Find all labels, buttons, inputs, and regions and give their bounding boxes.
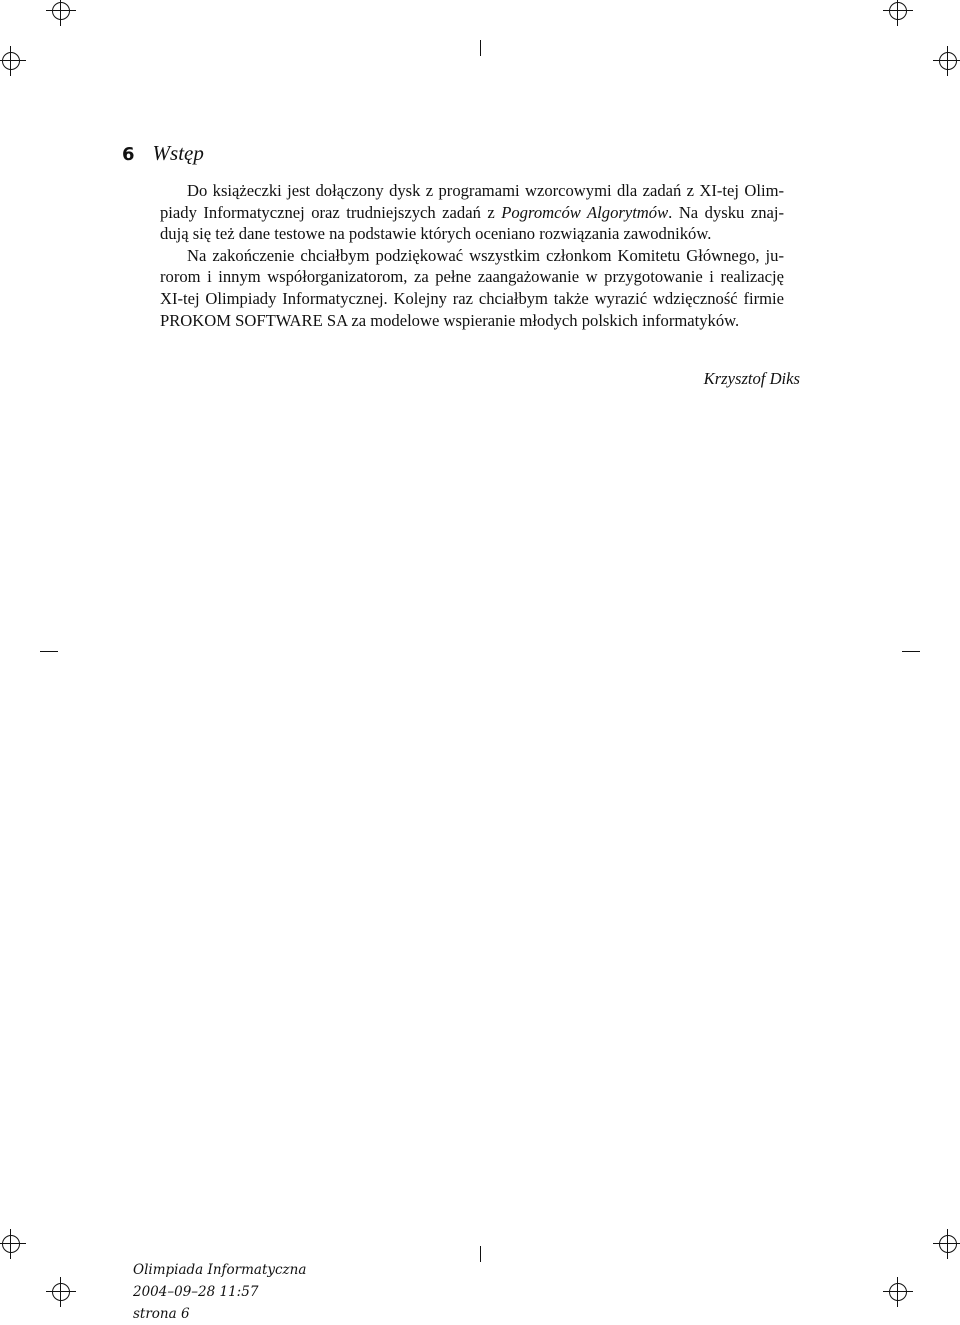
registration-mark-top-right [883,0,913,26]
paragraph-1-line-1: Do książeczki jest dołączony dysk z programami wzorcowymi dla zadań z XI-tej Olim- [187,181,784,200]
registration-mark-right-top [933,46,960,76]
footer-page: strona 6 [133,1306,190,1322]
footer-publication: Olimpiada Informatyczna [133,1262,307,1278]
running-head [122,141,204,166]
registration-mark-top-left [46,0,76,26]
paragraph-1 [160,180,784,245]
body-text [160,180,784,331]
paragraph-1-line-2 [160,202,784,224]
chapter-title: Wstęp [152,141,204,165]
paragraph-1-line-3: dują się też dane testowe na podstawie których oceniano rozwiązania zawodników. [160,224,712,244]
crop-mark-bottom-center [480,1246,481,1262]
paragraph-2-line-1: Na zakończenie chciałbym podziękować wszystkim członkom Komitetu Głównego, ju- [187,245,784,265]
crop-mark-top-center [480,40,481,56]
registration-mark-right-bottom [933,1229,960,1259]
crop-mark-mid-right [902,651,920,652]
page-number: 6 [122,144,135,165]
registration-mark-bottom-right [883,1277,913,1307]
footer-timestamp: 2004–09–28 11:57 [133,1284,259,1300]
line-text: . Na dysku znaj- [668,202,784,222]
paragraph-2-line-4: PROKOM SOFTWARE SA za modelowe wspieranie młodych polskich informatyków. [160,310,740,330]
registration-mark-left-bottom [0,1229,26,1259]
paragraph-2-line-3: XI-tej Olimpiady Informatycznej. Kolejny raz chciałbym także wyrazić wdzięczność firmie [160,288,784,308]
registration-mark-bottom-left [46,1277,76,1307]
emphasis-title: Pogromców Algorytmów [501,202,669,222]
print-footer [133,1259,306,1325]
line-text: piady Informatycznej oraz trudniejszych zadań z [160,202,502,222]
registration-mark-left-top [0,46,26,76]
crop-mark-mid-left [40,651,58,652]
signature: Krzysztof Diks [703,369,800,388]
paragraph-2 [160,245,784,331]
paragraph-2-line-2: rorom i innym współorganizatorom, za pełne zaangażowanie w przygotowanie i realizację [160,267,784,287]
